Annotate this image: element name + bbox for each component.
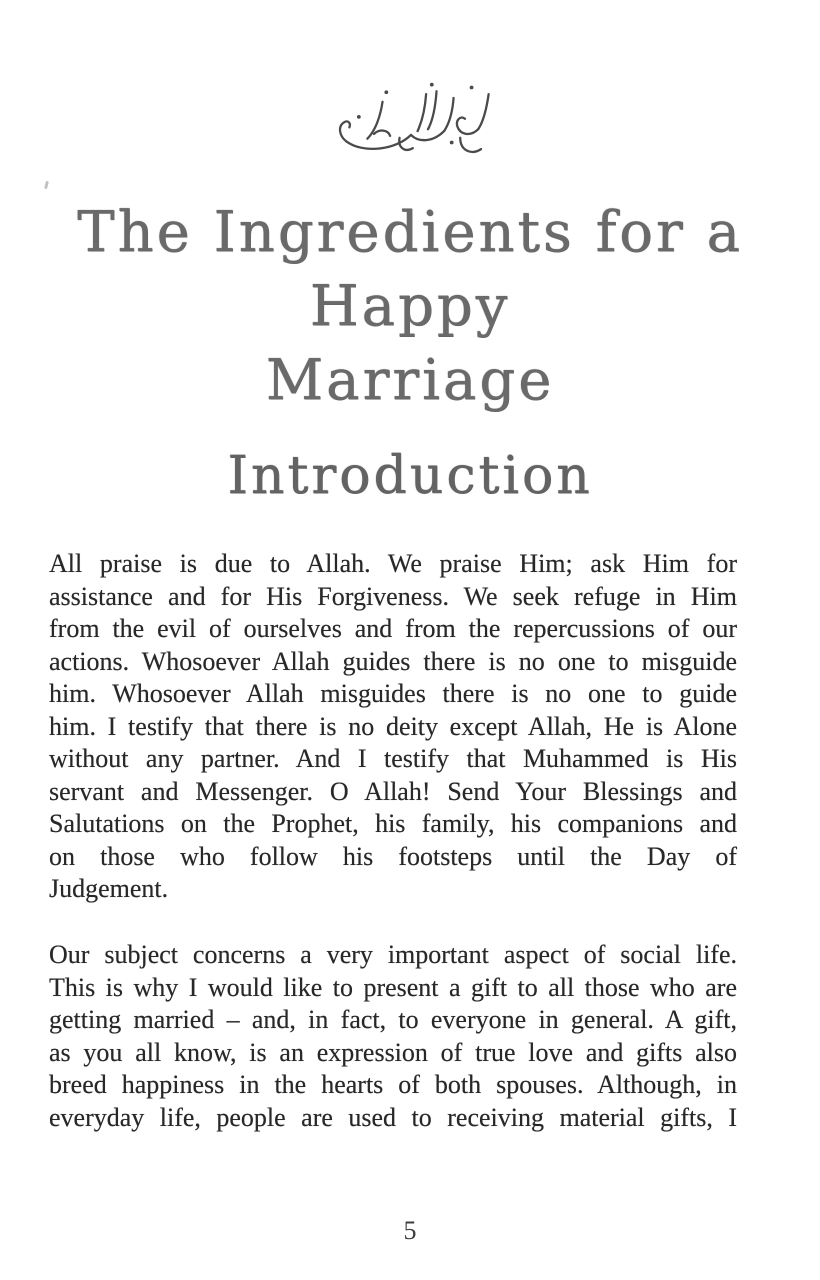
text-line: without any partner. And I testify that Muhammed is His [49,744,737,773]
text-line: getting married – and, in fact, to everyone in general. A gift, [49,1005,737,1034]
text-line: him. I testify that there is no deity except Allah, He is Alone [49,711,737,741]
text-line: servant and Messenger. O Allah! Send Your Blessings and [49,776,737,806]
text-line: actions. Whosoever Allah guides there is no one to misguide [49,646,737,676]
text-line: assistance and for His Forgiveness. We seek refuge in Him [49,581,737,611]
text-line: This is why I would like to present a gift to all those who are [49,972,737,1002]
book-title-line-1: The Ingredients for a [77,200,743,265]
text-line: Judgement. [49,874,169,903]
bismillah-calligraphy-icon [320,78,500,170]
book-title-line-3: Marriage [265,348,555,413]
text-line: Salutations on the Prophet, his family, his companions and [49,809,737,838]
text-line: All praise is due to Allah. We praise Him; ask Him for [49,549,737,578]
paragraph-subject-gift [49,939,737,1134]
text-line: as you all know, is an expression of true love and gifts also [49,1037,737,1067]
text-line: everyday life, people are used to receiving material gifts, I [49,1102,737,1132]
text-line: him. Whosoever Allah misguides there is no one to guide [49,679,737,708]
book-title [0,196,820,418]
scan-artifact [44,181,49,189]
page-number: 5 [403,1216,417,1245]
text-line: breed happiness in the hearts of both spouses. Although, in [49,1070,737,1099]
text-line: on those who follow his footsteps until the Day of [49,841,737,871]
paragraph-opening-praise [49,548,737,906]
text-line: from the evil of ourselves and from the repercussions of our [49,614,737,643]
book-title-line-2: Happy [309,274,511,339]
section-heading-introduction: Introduction [227,446,593,506]
text-line: Our subject concerns a very important aspect of social life. [49,940,737,969]
bismillah-calligraphy [0,78,820,170]
